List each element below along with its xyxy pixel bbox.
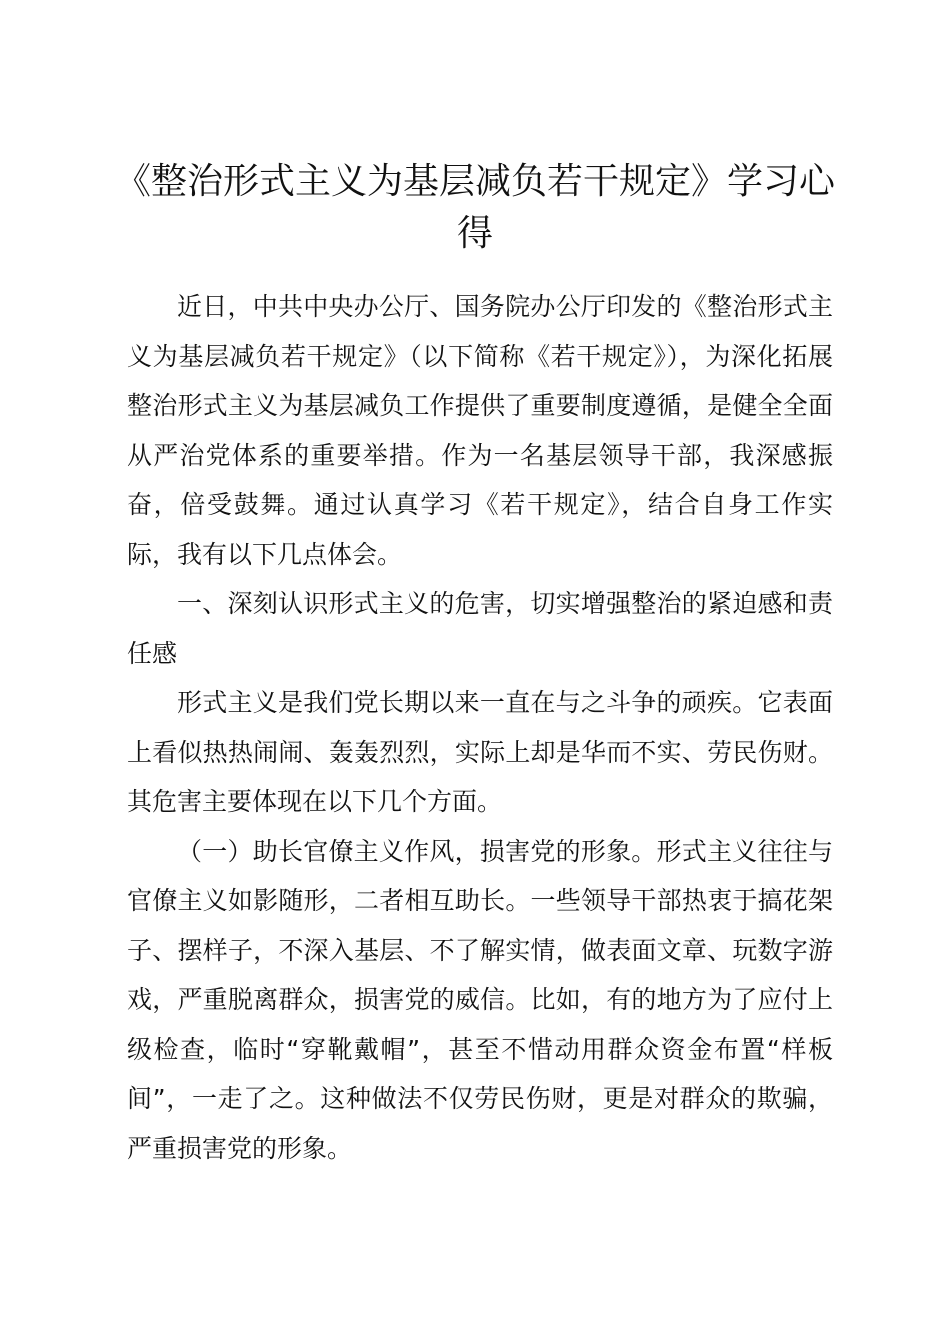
paragraph-subsection-1: （一）助长官僚主义作风，损害党的形象。形式主义往往与官僚主义如影随形，二者相互助长。一些领导干部热衷于搞花架子、摆样子，不深入基层、不了解实情，做表面文章、玩数字游戏，严重脱离群众，损害党的威信。比如，有的地方为了应付上级检查，临时“穿靴戴帽”，甚至不惜动用群众资金布置“样板间”，一走了之。这种做法不仅劳民伤财，更是对群众的欺骗，严重损害党的形象。 <box>127 836 833 1163</box>
document-body <box>127 282 833 1173</box>
paragraph-intro: 近日，中共中央办公厅、国务院办公厅印发的《整治形式主义为基层减负若干规定》（以下简称《若干规定》），为深化拓展整治形式主义为基层减负工作提供了重要制度遵循，是健全全面从严治党体系的重要举措。作为一名基层领导干部，我深感振奋，倍受鼓舞。通过认真学习《若干规定》，结合自身工作实际，我有以下几点体会。 <box>127 292 833 569</box>
document-title: 《整治形式主义为基层减负若干规定》学习心得 <box>114 161 835 254</box>
section-heading-1: 一、深刻认识形式主义的危害，切实增强整治的紧迫感和责任感 <box>127 589 833 668</box>
paragraph-formalism-harm: 形式主义是我们党长期以来一直在与之斗争的顽疾。它表面上看似热热闹闹、轰轰烈烈，实际上却是华而不实、劳民伤财。其危害主要体现在以下几个方面。 <box>127 688 833 816</box>
